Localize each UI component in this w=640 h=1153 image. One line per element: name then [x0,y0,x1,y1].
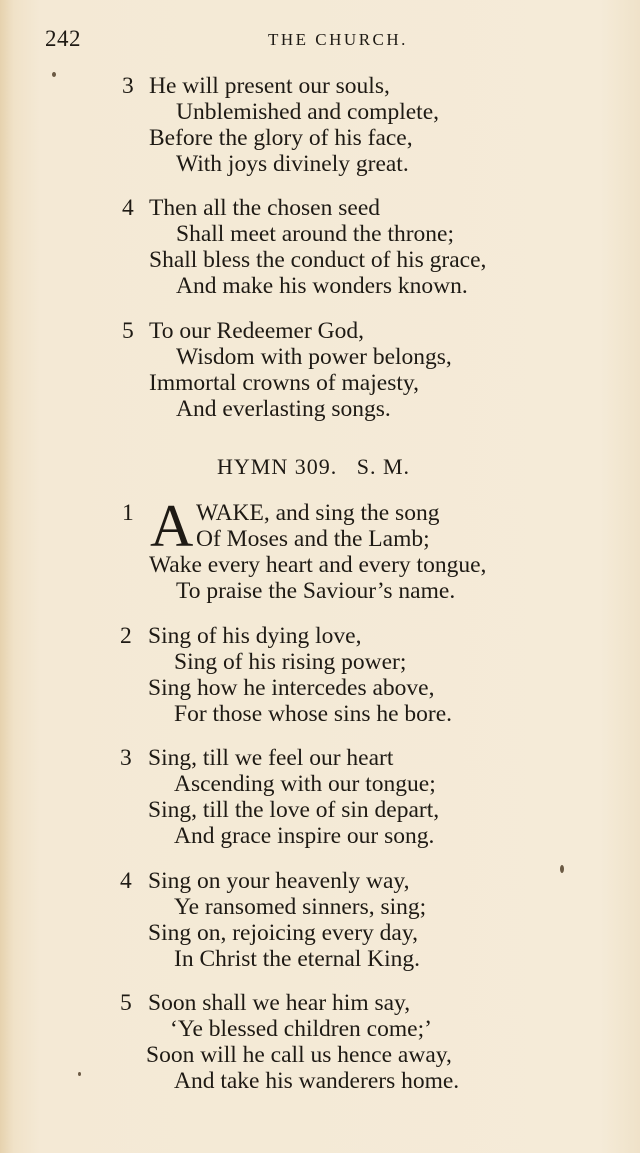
drop-cap: A [150,493,194,559]
stanza-number: 3 [122,73,134,99]
verse-line: Sing of his rising power; [174,649,407,675]
page-header [0,26,640,56]
ink-speck [560,865,564,873]
verse-line: And take his wanderers home. [174,1068,460,1094]
stanza-number: 4 [120,868,132,894]
verse-line: To praise the Saviour’s name. [176,578,456,604]
verse-line: Sing, till we feel our heart [148,745,394,771]
stanza-number: 2 [120,623,132,649]
ink-speck [78,1072,81,1076]
verse-line: Shall meet around the throne; [176,221,455,247]
verse-line: Immortal crowns of majesty, [149,370,419,396]
verse-line: And grace inspire our song. [174,823,435,849]
stanza-number: 4 [122,195,134,221]
verse-line: And everlasting songs. [176,396,391,422]
verse-line: And make his wonders known. [176,273,468,299]
page-number: 242 [45,26,81,51]
ink-speck [52,72,56,77]
verse-line: He will present our souls, [149,73,390,99]
verse-line: Before the glory of his face, [149,125,413,151]
verse-line: For those whose sins he bore. [174,701,453,727]
stanza-number: 1 [122,500,134,526]
verse-line: Of Moses and the Lamb; [196,526,430,552]
running-head: THE CHURCH. [268,30,408,49]
stanza-number: 5 [120,990,132,1016]
verse-line: Unblemished and complete, [176,99,439,125]
verse-line: Wake every heart and every tongue, [149,552,487,578]
hymn-title: HYMN 309. S. M. [217,454,411,479]
verse-line: Ascending with our tongue; [174,771,436,797]
verse-line: Then all the chosen seed [149,195,380,221]
verse-line: Sing how he intercedes above, [148,675,435,701]
verse-line: Wisdom with power belongs, [176,344,452,370]
verse-line: Sing, till the love of sin depart, [148,797,440,823]
stanza-number: 5 [122,318,134,344]
verse-line: In Christ the eternal King. [174,946,421,972]
verse-line: Soon shall we hear him say, [148,990,411,1016]
verse-line: Ye ransomed sinners, sing; [174,894,427,920]
verse-line: With joys divinely great. [176,151,409,177]
verse-line: ‘Ye blessed children come;’ [170,1016,432,1042]
verse-line: Shall bless the conduct of his grace, [149,247,487,273]
verse-line: Sing on, rejoicing every day, [148,920,418,946]
verse-line: WAKE, and sing the song [196,500,440,526]
verse-line: Sing on your heavenly way, [148,868,410,894]
verse-line: Sing of his dying love, [148,623,362,649]
verse-line: Soon will he call us hence away, [146,1042,452,1068]
stanza-number: 3 [120,745,132,771]
verse-line: To our Redeemer God, [149,318,365,344]
